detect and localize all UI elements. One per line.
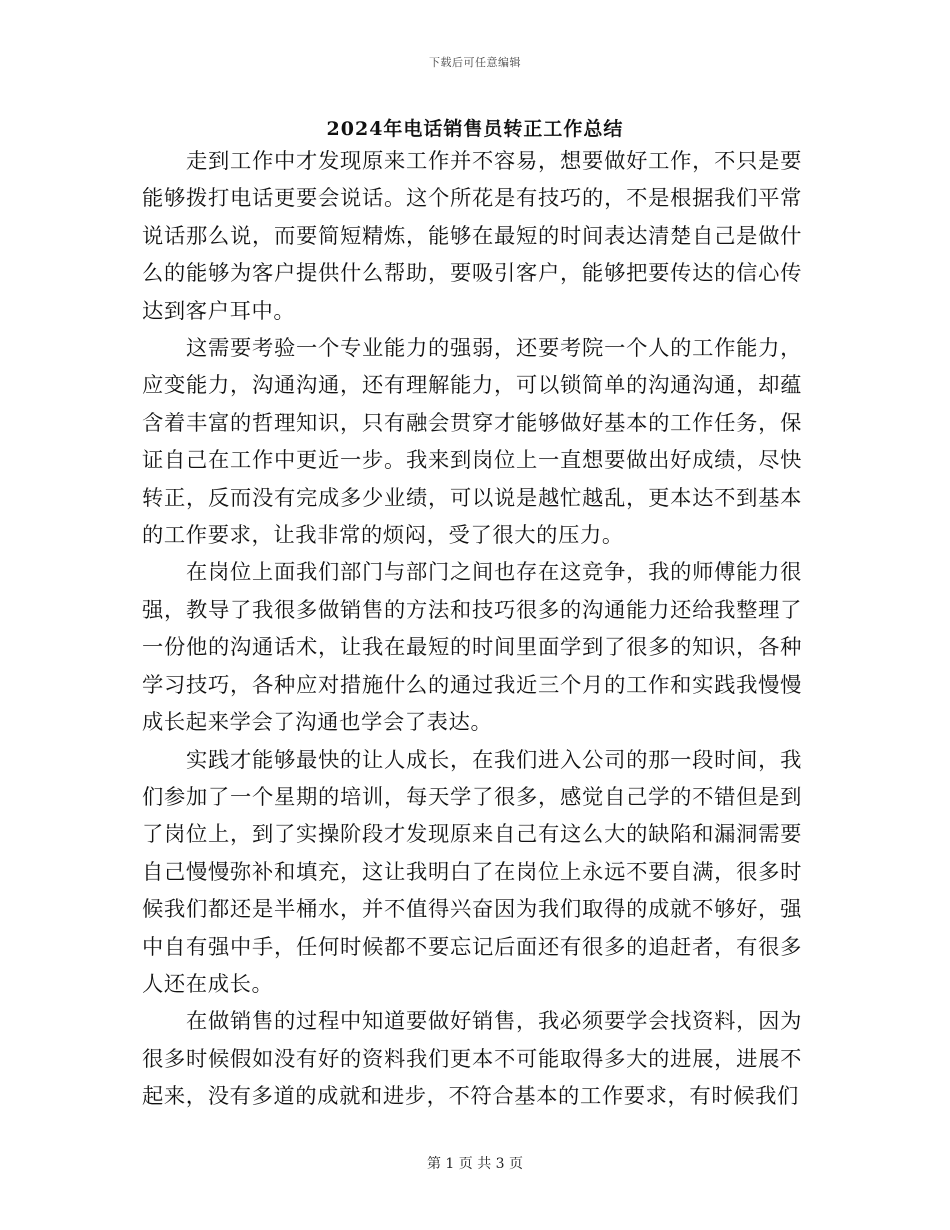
header-note: 下载后可任意编辑 xyxy=(429,56,521,69)
paragraph: 实践才能够最快的让人成长，在我们进入公司的那一段时间，我们参加了一个星期的培训，每天学了很多，感觉自己学的不错但是到了岗位上，到了实操阶段才发现原来自己有这么大的缺陷和漏洞需要自己慢慢弥补和填充，这让我明白了在岗位上永远不要自满，很多时候我们都还是半桶水，并不值得兴奋因为我们取得的成就不够好，强中自有强中手，任何时候都不要忘记后面还有很多的追赶者，有很多人还在成长。 xyxy=(142,747,802,997)
paragraph: 这需要考验一个专业能力的强弱，还要考院一个人的工作能力，应变能力，沟通沟通，还有理解能力，可以锁简单的沟通沟通，却蕴含着丰富的哲理知识，只有融会贯穿才能够做好基本的工作任务，保证自己在工作中更近一步。我来到岗位上一直想要做出好成绩，尽快转正，反而没有完成多少业绩，可以说是越忙越乱，更本达不到基本的工作要求，让我非常的烦闷，受了很大的压力。 xyxy=(142,336,802,549)
paragraph: 走到工作中才发现原来工作并不容易，想要做好工作，不只是要能够拨打电话更要会说话。这个所花是有技巧的，不是根据我们平常说话那么说，而要简短精炼，能够在最短的时间表达清楚自己是做什么的能够为客户提供什么帮助，要吸引客户，能够把要传达的信心传达到客户耳中。 xyxy=(142,149,802,324)
paragraph: 在岗位上面我们部门与部门之间也存在这竞争，我的师傅能力很强，教导了我很多做销售的方法和技巧很多的沟通能力还给我整理了一份他的沟通话术，让我在最短的时间里面学到了很多的知识，各种学习技巧，各种应对措施什么的通过我近三个月的工作和实践我慢慢成长起来学会了沟通也学会了表达。 xyxy=(142,560,802,736)
document-title: 2024年电话销售员转正工作总结 xyxy=(326,118,624,140)
page-number: 第 1 页 共 3 页 xyxy=(426,1156,524,1172)
paragraph: 在做销售的过程中知道要做好销售，我必须要学会找资料，因为很多时候假如没有好的资料我们更本不可能取得多大的进展，进展不起来，没有多道的成就和进步，不符合基本的工作要求，有时候我们 xyxy=(142,1009,802,1110)
document-body xyxy=(142,143,802,1116)
